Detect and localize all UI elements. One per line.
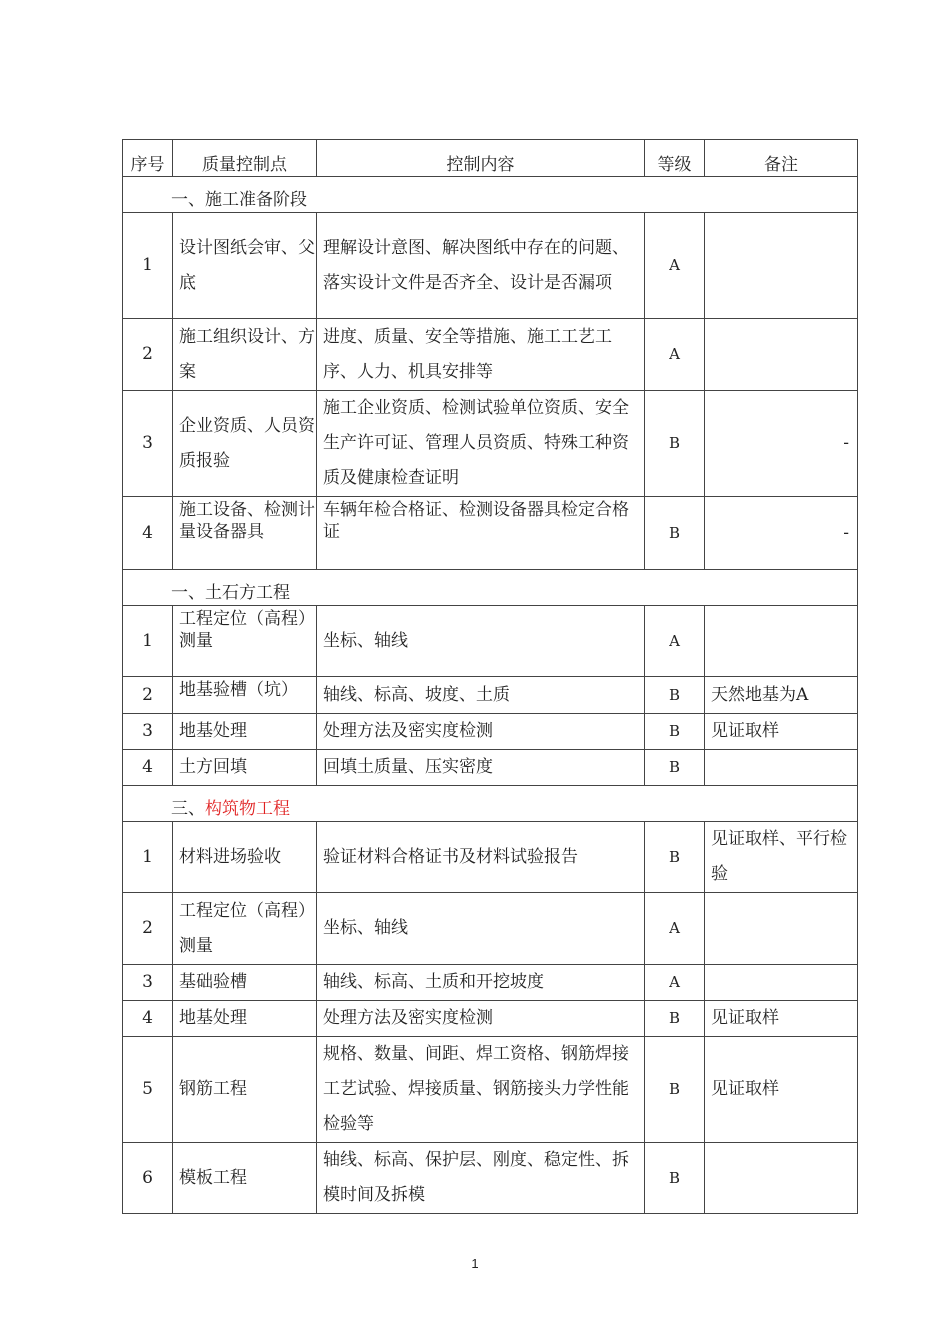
row-point: 地基处理: [173, 714, 317, 750]
row-grade: B: [645, 1001, 705, 1037]
row-content: 车辆年检合格证、检测设备器具检定合格证: [323, 500, 629, 542]
table-row: [123, 750, 858, 786]
row-point: 基础验槽: [173, 965, 317, 1001]
row-content: 坐标、轴线: [317, 606, 645, 677]
table-row: [123, 1001, 858, 1037]
row-note: [705, 1143, 858, 1214]
table-row: [123, 822, 858, 893]
section-title: 一、土石方工程: [123, 570, 858, 606]
row-grade: A: [645, 965, 705, 1001]
header-no: 序号: [123, 140, 173, 177]
table-row: [123, 213, 858, 319]
row-content: 轴线、标高、保护层、刚度、稳定性、拆模时间及拆模: [317, 1143, 645, 1214]
table-row: [123, 677, 858, 714]
row-content: 处理方法及密实度检测: [317, 714, 645, 750]
header-row: [123, 140, 858, 177]
row-point: 企业资质、人员资质报验: [173, 391, 317, 497]
table-row: [123, 1037, 858, 1143]
row-content: 轴线、标高、坡度、土质: [317, 677, 645, 714]
row-grade: B: [645, 391, 705, 497]
row-point: 土方回填: [173, 750, 317, 786]
row-point: 钢筋工程: [173, 1037, 317, 1143]
row-grade: A: [645, 319, 705, 391]
row-no: 4: [123, 750, 173, 786]
row-no: 1: [123, 213, 173, 319]
header-content: 控制内容: [317, 140, 645, 177]
table-row: [123, 1143, 858, 1214]
row-note: 天然地基为A: [705, 677, 858, 714]
table-row: [123, 965, 858, 1001]
row-grade: B: [645, 714, 705, 750]
row-point: 施工组织设计、方案: [173, 319, 317, 391]
table-row: [123, 497, 858, 570]
row-grade: A: [645, 213, 705, 319]
page-number: 1: [471, 1256, 479, 1271]
row-no: 5: [123, 1037, 173, 1143]
row-note: 见证取样: [705, 1037, 858, 1143]
section-row: [123, 786, 858, 822]
row-no: 1: [123, 822, 173, 893]
header-point: 质量控制点: [173, 140, 317, 177]
row-content: 回填土质量、压实密度: [317, 750, 645, 786]
row-content: 验证材料合格证书及材料试验报告: [317, 822, 645, 893]
row-note: 见证取样、平行检验: [705, 822, 858, 893]
row-content: 进度、质量、安全等措施、施工工艺工序、人力、机具安排等: [317, 319, 645, 391]
row-note: -: [705, 391, 858, 497]
row-no: 2: [123, 893, 173, 965]
row-grade: B: [645, 677, 705, 714]
table-row: [123, 606, 858, 677]
row-content: 施工企业资质、检测试验单位资质、安全生产许可证、管理人员资质、特殊工种资质及健康检查证明: [317, 391, 645, 497]
row-grade: B: [645, 1037, 705, 1143]
section-title: 一、施工准备阶段: [123, 177, 858, 213]
row-no: 4: [123, 497, 173, 570]
row-content: 理解设计意图、解决图纸中存在的问题、落实设计文件是否齐全、设计是否漏项: [317, 213, 645, 319]
row-no: 6: [123, 1143, 173, 1214]
header-note: 备注: [705, 140, 858, 177]
row-point: 地基处理: [173, 1001, 317, 1037]
row-content: 处理方法及密实度检测: [317, 1001, 645, 1037]
row-point: 材料进场验收: [173, 822, 317, 893]
row-no: 3: [123, 714, 173, 750]
table-row: [123, 391, 858, 497]
header-grade: 等级: [645, 140, 705, 177]
row-note: [705, 750, 858, 786]
row-note: -: [705, 497, 858, 570]
row-note: [705, 606, 858, 677]
section-row: [123, 177, 858, 213]
row-no: 2: [123, 677, 173, 714]
quality-control-table: [122, 139, 858, 1214]
section-title: 三、构筑物工程: [123, 786, 858, 822]
row-point: 模板工程: [173, 1143, 317, 1214]
row-grade: A: [645, 606, 705, 677]
row-note: [705, 965, 858, 1001]
row-grade: B: [645, 1143, 705, 1214]
section-row: [123, 570, 858, 606]
row-point: 施工设备、检测计量设备器具: [179, 500, 315, 542]
table-row: [123, 893, 858, 965]
row-point: 地基验槽（坑）: [179, 680, 298, 700]
row-grade: B: [645, 822, 705, 893]
row-content: 轴线、标高、土质和开挖坡度: [317, 965, 645, 1001]
row-no: 3: [123, 965, 173, 1001]
row-content: 坐标、轴线: [317, 893, 645, 965]
row-point: 工程定位（高程）测量: [173, 893, 317, 965]
row-grade: B: [645, 750, 705, 786]
row-no: 3: [123, 391, 173, 497]
row-note: [705, 893, 858, 965]
row-note: [705, 213, 858, 319]
table-row: [123, 714, 858, 750]
row-point: 工程定位（高程）测量: [179, 609, 315, 651]
row-note: 见证取样: [705, 714, 858, 750]
row-note: [705, 319, 858, 391]
row-content: 规格、数量、间距、焊工资格、钢筋焊接工艺试验、焊接质量、钢筋接头力学性能检验等: [317, 1037, 645, 1143]
row-grade: A: [645, 893, 705, 965]
row-no: 4: [123, 1001, 173, 1037]
row-note: 见证取样: [705, 1001, 858, 1037]
row-grade: B: [645, 497, 705, 570]
row-point: 设计图纸会审、父底: [173, 213, 317, 319]
table-row: [123, 319, 858, 391]
row-no: 2: [123, 319, 173, 391]
row-no: 1: [123, 606, 173, 677]
